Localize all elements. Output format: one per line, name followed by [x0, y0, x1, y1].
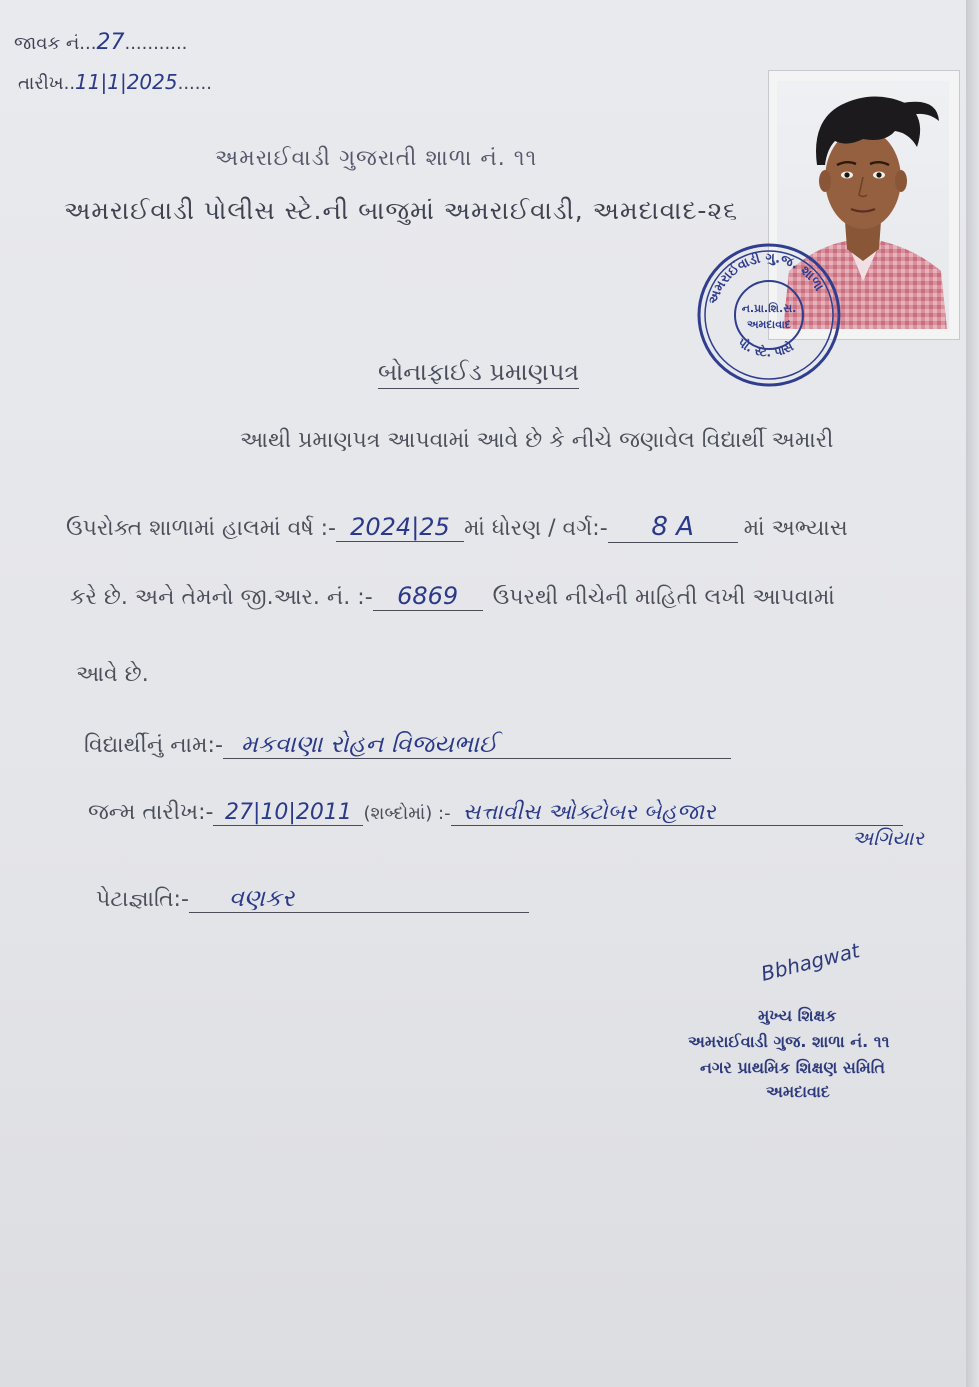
school-name: અમરાઈવાડી ગુજરાતી શાળા નં. ૧૧: [215, 146, 538, 171]
reference-date: [18, 70, 212, 94]
signature-scribble: Bbhagwat: [758, 938, 862, 986]
reference-date-dots: ......: [177, 73, 212, 94]
headmaster-title: મુખ્ય શિક્ષક: [758, 1006, 837, 1025]
outward-number: [14, 30, 187, 55]
year-label: ઉપરોક્ત શાળામાં હાલમાં વર્ષ :-: [66, 516, 336, 541]
body-line-3: [70, 582, 835, 611]
signature-school-name: અમરાઈવાડી ગુજ. શાળા નં. ૧૧: [688, 1032, 890, 1051]
caste-value: વણકર: [189, 884, 529, 913]
dob-value: 27|10|2011: [213, 800, 363, 826]
paper-edge: [966, 0, 979, 1387]
student-name-row: [84, 730, 731, 759]
reference-date-value: 11|1|2025: [75, 70, 178, 94]
student-name-value: મકવાણા રોહન વિજયભાઈ: [223, 730, 731, 759]
caste-row: [96, 884, 529, 913]
dob-label: જન્મ તારીખ:-: [88, 800, 214, 825]
caste-label: પેટાજ્ઞાતિ:-: [96, 887, 189, 912]
gr-number-value: 6869: [373, 582, 483, 611]
student-name-label: વિદ્યાર્થીનું નામ:-: [84, 733, 223, 758]
outward-number-dots: ...........: [124, 33, 188, 54]
dob-words-value: સત્તાવીસ ઓક્ટોબર બેહજાર: [451, 800, 903, 826]
body-line-1: આથી પ્રમાણપત્ર આપવામાં આવે છે કે નીચે જણાવેલ વિદ્યાર્થી અમારી: [240, 428, 834, 453]
signature-city: અમદાવાદ: [766, 1082, 830, 1101]
stamp-bottom-text: પો. સ્ટે. પાસે: [735, 335, 796, 360]
body-line-4: આવે છે.: [76, 662, 149, 687]
body-line-2: [66, 512, 848, 543]
stamp-center-line-1: ન.પ્રા.શિ.સ.: [741, 302, 797, 315]
outward-number-label: જાવક નં...: [14, 33, 97, 54]
standard-value: 8 A: [608, 512, 738, 543]
signature-committee: નગર પ્રાથમિક શિક્ષણ સમિતિ: [700, 1058, 885, 1077]
outward-number-value: 27: [96, 30, 125, 55]
dob-words-label: (શબ્દોમાં) :-: [363, 803, 451, 824]
dob-words-continued: અગિયાર: [852, 826, 924, 850]
svg-text:પો. સ્ટે. પાસે: [735, 334, 796, 359]
academic-year-value: 2024|25: [336, 513, 464, 542]
stamp-outer-text: અમરાઈવાડી ગુ.જ. શાળા: [706, 250, 827, 307]
school-address: અમરાઈવાડી પોલીસ સ્ટે.ની બાજુમાં અમરાઈવાડી, અમદાવાદ-૨૬: [64, 196, 739, 225]
reference-date-label: તારીખ..: [18, 73, 76, 94]
dob-row: [88, 800, 903, 826]
body-line-3-end: ઉપરથી નીચેની માહિતી લખી આપવામાં: [492, 585, 835, 610]
gr-number-label: કરે છે. અને તેમનો જી.આર. નં. :-: [70, 585, 373, 610]
stamp-center-line-2: અમદાવાદ: [747, 318, 791, 331]
studying-text: માં અભ્યાસ: [743, 516, 848, 541]
school-stamp: [694, 240, 844, 390]
standard-label: માં ધોરણ / વર્ગ:-: [463, 516, 608, 541]
certificate-heading: બોનાફાઈડ પ્રમાણપત્ર: [378, 358, 579, 389]
